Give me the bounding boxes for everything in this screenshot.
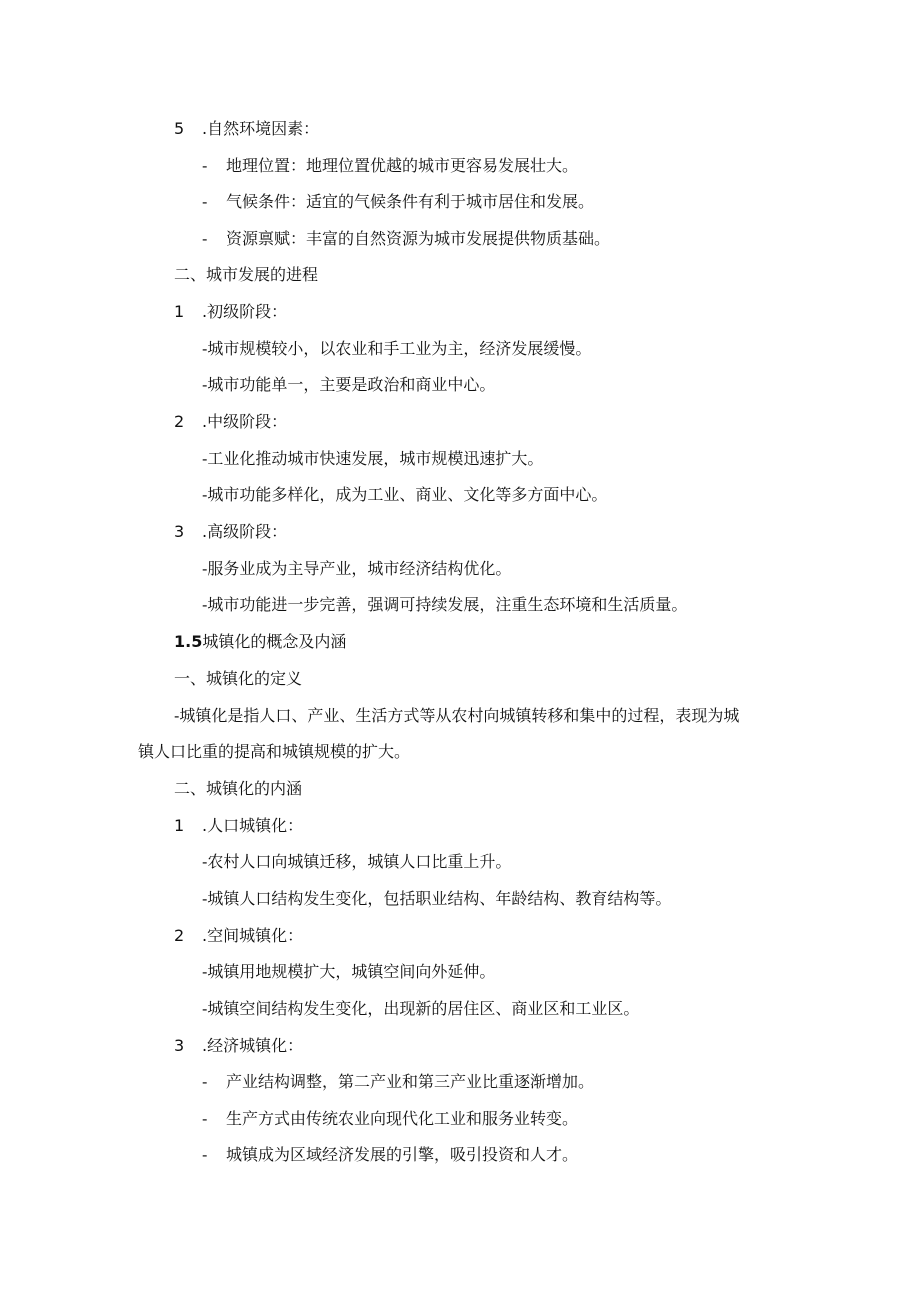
stage-3-item-1: -服务业成为主导产业，城市经济结构优化。 [202, 559, 512, 578]
connot-group-3-item-3-text: 城镇成为区域经济发展的引擎，吸引投资和人才。 [226, 1145, 579, 1164]
s5-item-2 [202, 192, 594, 212]
connotation-heading: 二、城镇化的内涵 [174, 779, 303, 798]
section-1-5-title: 城镇化的概念及内涵 [202, 632, 347, 651]
dash-marker: - [202, 192, 208, 211]
dash-marker: - [202, 229, 208, 248]
connot-group-1-title [174, 816, 303, 836]
connot-group-1-num: 1 [174, 816, 185, 835]
connot-group-2-title [174, 926, 303, 946]
connot-group-3-item-3 [202, 1145, 578, 1165]
definition-heading: 一、城镇化的定义 [174, 669, 303, 688]
stage-3-title [174, 522, 287, 542]
section-1-5-heading [174, 632, 346, 652]
s5-title-text: .自然环境因素： [202, 119, 320, 138]
definition-line-2: 镇人口比重的提高和城镇规模的扩大。 [138, 742, 411, 761]
s5-num: 5 [174, 119, 185, 138]
dash-marker: - [202, 1109, 208, 1128]
s5-item-1 [202, 156, 578, 176]
s5-item-3-text: 资源禀赋：丰富的自然资源为城市发展提供物质基础。 [226, 229, 611, 248]
s5-item-1-text: 地理位置：地理位置优越的城市更容易发展壮大。 [226, 156, 579, 175]
stage-3-title-text: .高级阶段： [202, 522, 288, 541]
stage-2-num: 2 [174, 412, 185, 431]
stage-1-num: 1 [174, 302, 185, 321]
stage-3-item-2: -城市功能进一步完善，强调可持续发展，注重生态环境和生活质量。 [202, 595, 688, 614]
s5-title [174, 119, 319, 139]
connot-group-1-item-1: -农村人口向城镇迁移，城镇人口比重上升。 [202, 852, 512, 871]
connot-group-2-num: 2 [174, 926, 185, 945]
connot-group-2-title-text: .空间城镇化： [202, 926, 304, 945]
stage-1-title-text: .初级阶段： [202, 302, 288, 321]
stage-1-item-2: -城市功能单一，主要是政治和商业中心。 [202, 375, 496, 394]
part2-heading: 二、城市发展的进程 [174, 265, 319, 284]
stage-2-item-2: -城市功能多样化，成为工业、商业、文化等多方面中心。 [202, 485, 608, 504]
connot-group-3-item-2 [202, 1109, 578, 1129]
s5-item-3 [202, 229, 610, 249]
stage-2-title-text: .中级阶段： [202, 412, 288, 431]
s5-item-2-text: 气候条件：适宜的气候条件有利于城市居住和发展。 [226, 192, 595, 211]
connot-group-3-item-2-text: 生产方式由传统农业向现代化工业和服务业转变。 [226, 1109, 579, 1128]
stage-3-num: 3 [174, 522, 185, 541]
dash-marker: - [202, 1145, 208, 1164]
dash-marker: - [202, 1072, 208, 1091]
stage-1-item-1: -城市规模较小，以农业和手工业为主，经济发展缓慢。 [202, 339, 592, 358]
connot-group-3-item-1 [202, 1072, 594, 1092]
stage-2-item-1: -工业化推动城市快速发展，城市规模迅速扩大。 [202, 449, 544, 468]
connot-group-3-num: 3 [174, 1036, 185, 1055]
section-1-5-num: 1.5 [174, 632, 203, 651]
definition-line-1: -城镇化是指人口、产业、生活方式等从农村向城镇转移和集中的过程，表现为城 [174, 706, 740, 725]
dash-marker: - [202, 156, 208, 175]
connot-group-2-item-1: -城镇用地规模扩大，城镇空间向外延伸。 [202, 962, 496, 981]
connot-group-1-item-2: -城镇人口结构发生变化，包括职业结构、年龄结构、教育结构等。 [202, 889, 672, 908]
connot-group-2-item-2: -城镇空间结构发生变化，出现新的居住区、商业区和工业区。 [202, 999, 640, 1018]
connot-group-1-title-text: .人口城镇化： [202, 816, 304, 835]
stage-2-title [174, 412, 287, 432]
stage-1-title [174, 302, 287, 322]
connot-group-3-title-text: .经济城镇化： [202, 1036, 304, 1055]
connot-group-3-title [174, 1036, 303, 1056]
connot-group-3-item-1-text: 产业结构调整，第二产业和第三产业比重逐渐增加。 [226, 1072, 595, 1091]
